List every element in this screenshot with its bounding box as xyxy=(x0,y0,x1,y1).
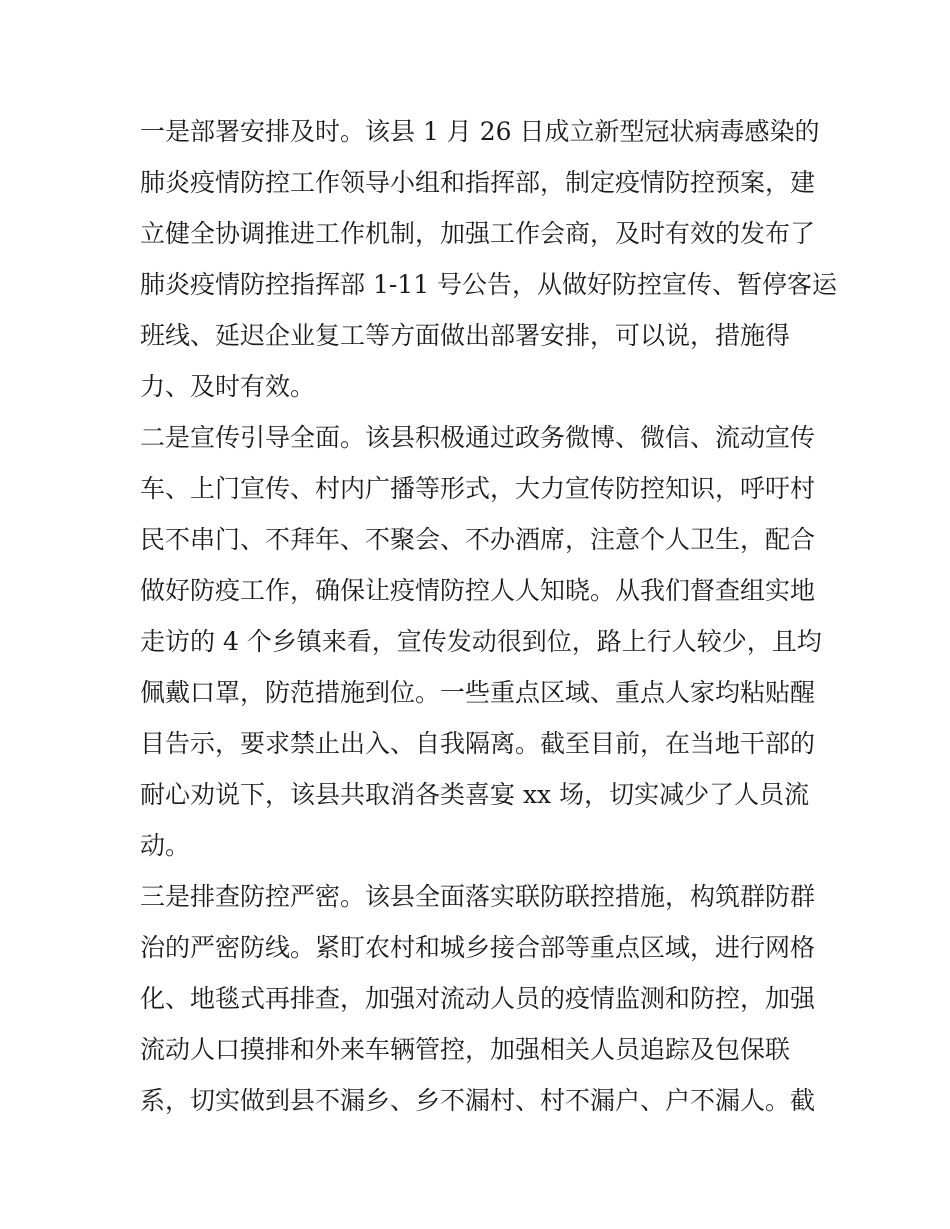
text-line: 流动人口摸排和外来车辆管控，加强相关人员追踪及包保联 xyxy=(140,1035,791,1064)
text-line: 佩戴口罩，防范措施到位。一些重点区域、重点人家均粘贴醒 xyxy=(140,678,816,707)
text-line: 化、地毯式再排查，加强对流动人员的疫情监测和防控，加强 xyxy=(140,984,816,1013)
paragraph-publicity xyxy=(140,412,820,871)
text-line: 肺炎疫情防控工作领导小组和指挥部，制定疫情防控预案，建 xyxy=(140,168,816,197)
text-line: 车、上门宣传、村内广播等形式，大力宣传防控知识，呼吁村 xyxy=(140,474,816,503)
paragraph-screening xyxy=(140,871,820,1126)
text-line: 动。 xyxy=(140,831,191,860)
text-line: 立健全协调推进工作机制，加强工作会商，及时有效的发布了 xyxy=(140,219,816,248)
text-line: 三是排查防控严密。该县全面落实联防联控措施，构筑群防群 xyxy=(140,882,816,911)
text-line: 一是部署安排及时。该县 1 月 26 日成立新型冠状病毒感染的 xyxy=(140,117,820,146)
text-line: 民不串门、不拜年、不聚会、不办酒席，注意个人卫生，配合 xyxy=(140,525,816,554)
paragraph-deployment xyxy=(140,106,838,412)
text-line: 做好防疫工作，确保让疫情防控人人知晓。从我们督查组实地 xyxy=(140,576,816,605)
document-body xyxy=(140,106,838,1126)
text-line: 肺炎疫情防控指挥部 1-11 号公告，从做好防控宣传、暂停客运 xyxy=(140,270,838,299)
text-line: 目告示，要求禁止出入、自我隔离。截至目前，在当地干部的 xyxy=(140,729,816,758)
text-line: 班线、延迟企业复工等方面做出部署安排，可以说，措施得 xyxy=(140,321,791,350)
text-line: 力、及时有效。 xyxy=(140,372,316,401)
text-line: 耐心劝说下，该县共取消各类喜宴 xx 场，切实减少了人员流 xyxy=(140,780,810,809)
text-line: 系，切实做到县不漏乡、乡不漏村、村不漏户、户不漏人。截 xyxy=(140,1086,816,1115)
text-line: 走访的 4 个乡镇来看，宣传发动很到位，路上行人较少，且均 xyxy=(140,627,822,656)
text-line: 二是宣传引导全面。该县积极通过政务微博、微信、流动宣传 xyxy=(140,423,816,452)
text-line: 治的严密防线。紧盯农村和城乡接合部等重点区域，进行网格 xyxy=(140,933,816,962)
